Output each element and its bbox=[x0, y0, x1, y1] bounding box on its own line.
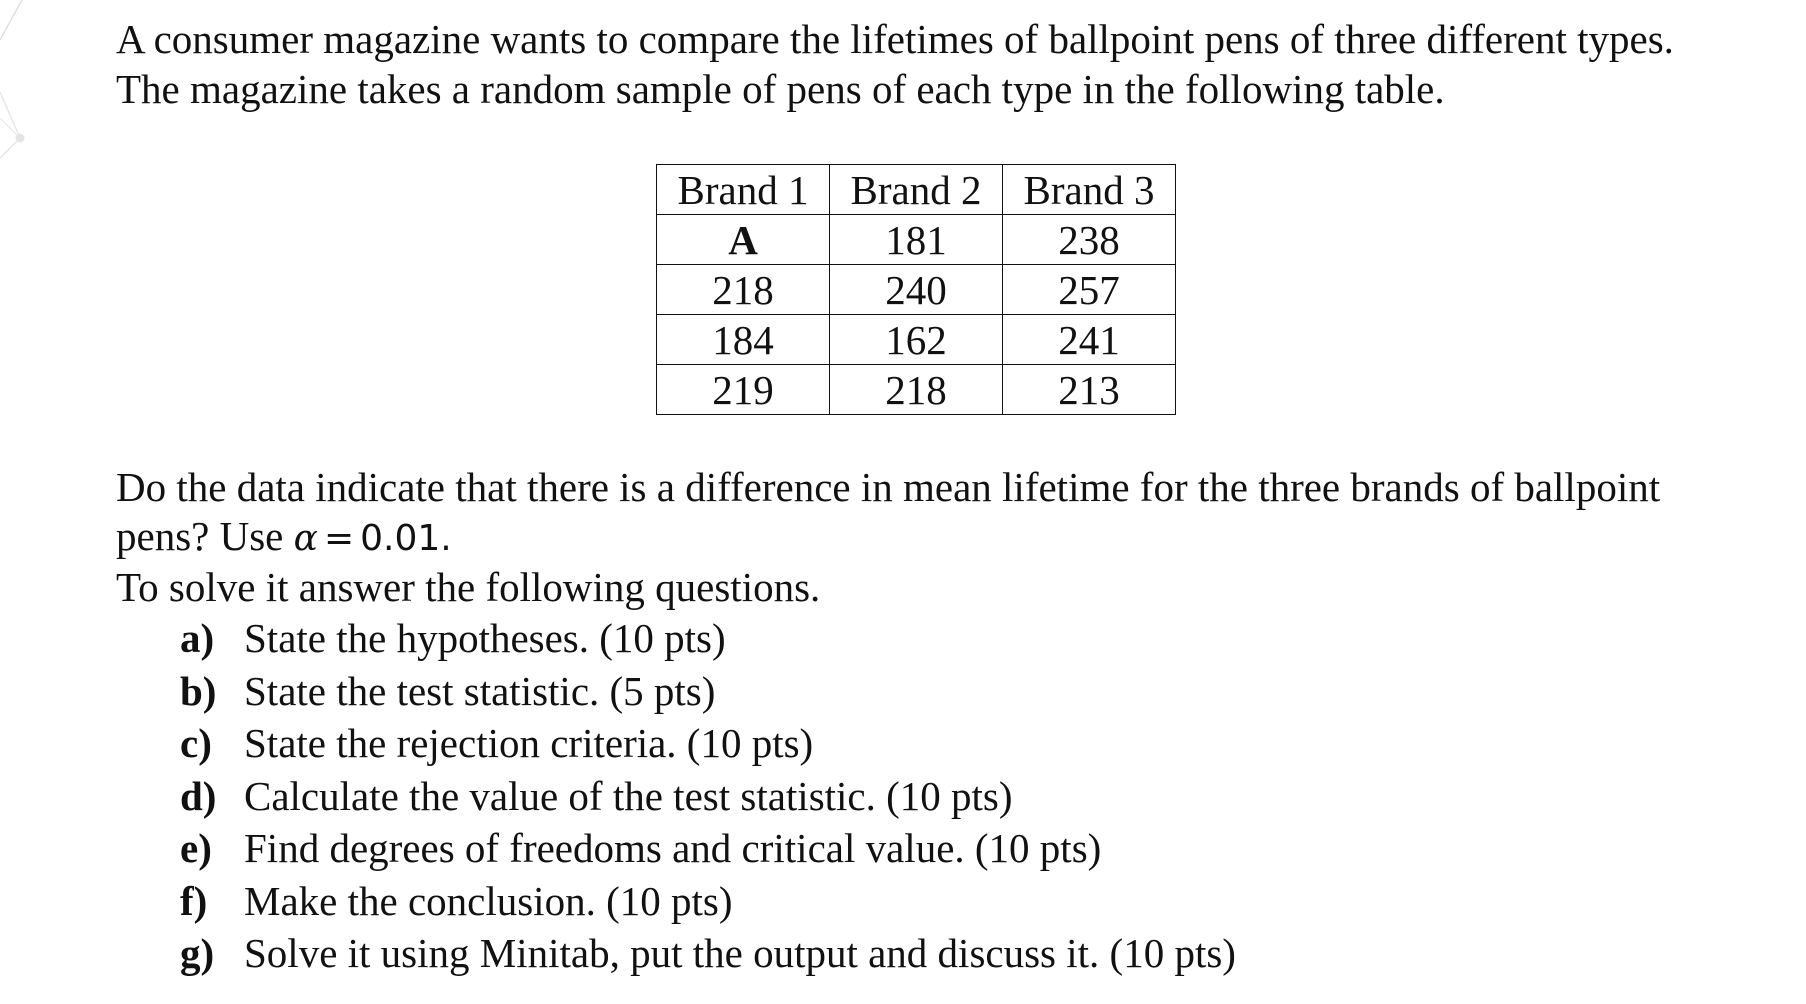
table-cell: 184 bbox=[657, 315, 830, 365]
table-row bbox=[657, 215, 1176, 265]
lifetimes-table bbox=[656, 164, 1176, 415]
corner-decoration bbox=[0, 0, 60, 200]
question-line-1: Do the data indicate that there is a difference in mean lifetime for the three brands of ballpoint bbox=[116, 464, 1661, 510]
header-brand-2: Brand 2 bbox=[830, 165, 1003, 215]
table-cell: 213 bbox=[1003, 365, 1176, 415]
table-cell: A bbox=[657, 215, 830, 265]
table-cell: 218 bbox=[830, 365, 1003, 415]
item-marker: f) bbox=[180, 877, 208, 924]
table-row bbox=[657, 315, 1176, 365]
list-item bbox=[180, 717, 1236, 770]
item-text: Calculate the value of the test statistic. (10 pts) bbox=[244, 772, 1013, 819]
question-line-3: To solve it answer the following questions. bbox=[116, 564, 821, 610]
table-cell: 181 bbox=[830, 215, 1003, 265]
table-row bbox=[657, 365, 1176, 415]
problem-intro bbox=[116, 14, 1776, 114]
table-cell: 240 bbox=[830, 265, 1003, 315]
item-text: Solve it using Minitab, put the output and discuss it. (10 pts) bbox=[244, 930, 1236, 976]
item-marker: d) bbox=[180, 772, 217, 819]
question-block bbox=[116, 463, 1796, 612]
list-item bbox=[180, 875, 1236, 928]
list-item bbox=[180, 927, 1236, 980]
item-marker: g) bbox=[180, 930, 215, 976]
alpha-symbol: α bbox=[293, 518, 318, 559]
item-marker: b) bbox=[180, 667, 217, 714]
table-cell: 257 bbox=[1003, 265, 1176, 315]
table-row bbox=[657, 265, 1176, 315]
table-cell: 238 bbox=[1003, 215, 1176, 265]
item-text: State the rejection criteria. (10 pts) bbox=[244, 720, 814, 766]
question-line-2-prefix: pens? Use bbox=[116, 513, 284, 559]
table-cell: 241 bbox=[1003, 315, 1176, 365]
intro-line-1: A consumer magazine wants to compare the lifetimes of ballpoint pens of three different types. bbox=[116, 16, 1674, 62]
item-text: State the hypotheses. (10 pts) bbox=[244, 615, 726, 661]
list-item bbox=[180, 612, 1236, 665]
alpha-value: 0.01. bbox=[360, 518, 452, 559]
task-list bbox=[180, 612, 1236, 980]
table-cell: 219 bbox=[657, 365, 830, 415]
table-cell: 162 bbox=[830, 315, 1003, 365]
table-cell: 218 bbox=[657, 265, 830, 315]
alpha-equals: = bbox=[323, 518, 355, 559]
intro-line-2: The magazine takes a random sample of pens of each type in the following table. bbox=[116, 66, 1445, 112]
item-marker: a) bbox=[180, 615, 215, 661]
item-marker: c) bbox=[180, 720, 212, 766]
list-item bbox=[180, 665, 1236, 718]
item-text: Make the conclusion. (10 pts) bbox=[244, 877, 733, 924]
item-text: Find degrees of freedoms and critical value. (10 pts) bbox=[244, 825, 1102, 871]
question-line-2 bbox=[116, 512, 1796, 563]
item-marker: e) bbox=[180, 825, 212, 871]
list-item bbox=[180, 770, 1236, 823]
item-text: State the test statistic. (5 pts) bbox=[244, 667, 716, 714]
header-brand-3: Brand 3 bbox=[1003, 165, 1176, 215]
list-item bbox=[180, 822, 1236, 875]
table-header-row bbox=[657, 165, 1176, 215]
header-brand-1: Brand 1 bbox=[657, 165, 830, 215]
